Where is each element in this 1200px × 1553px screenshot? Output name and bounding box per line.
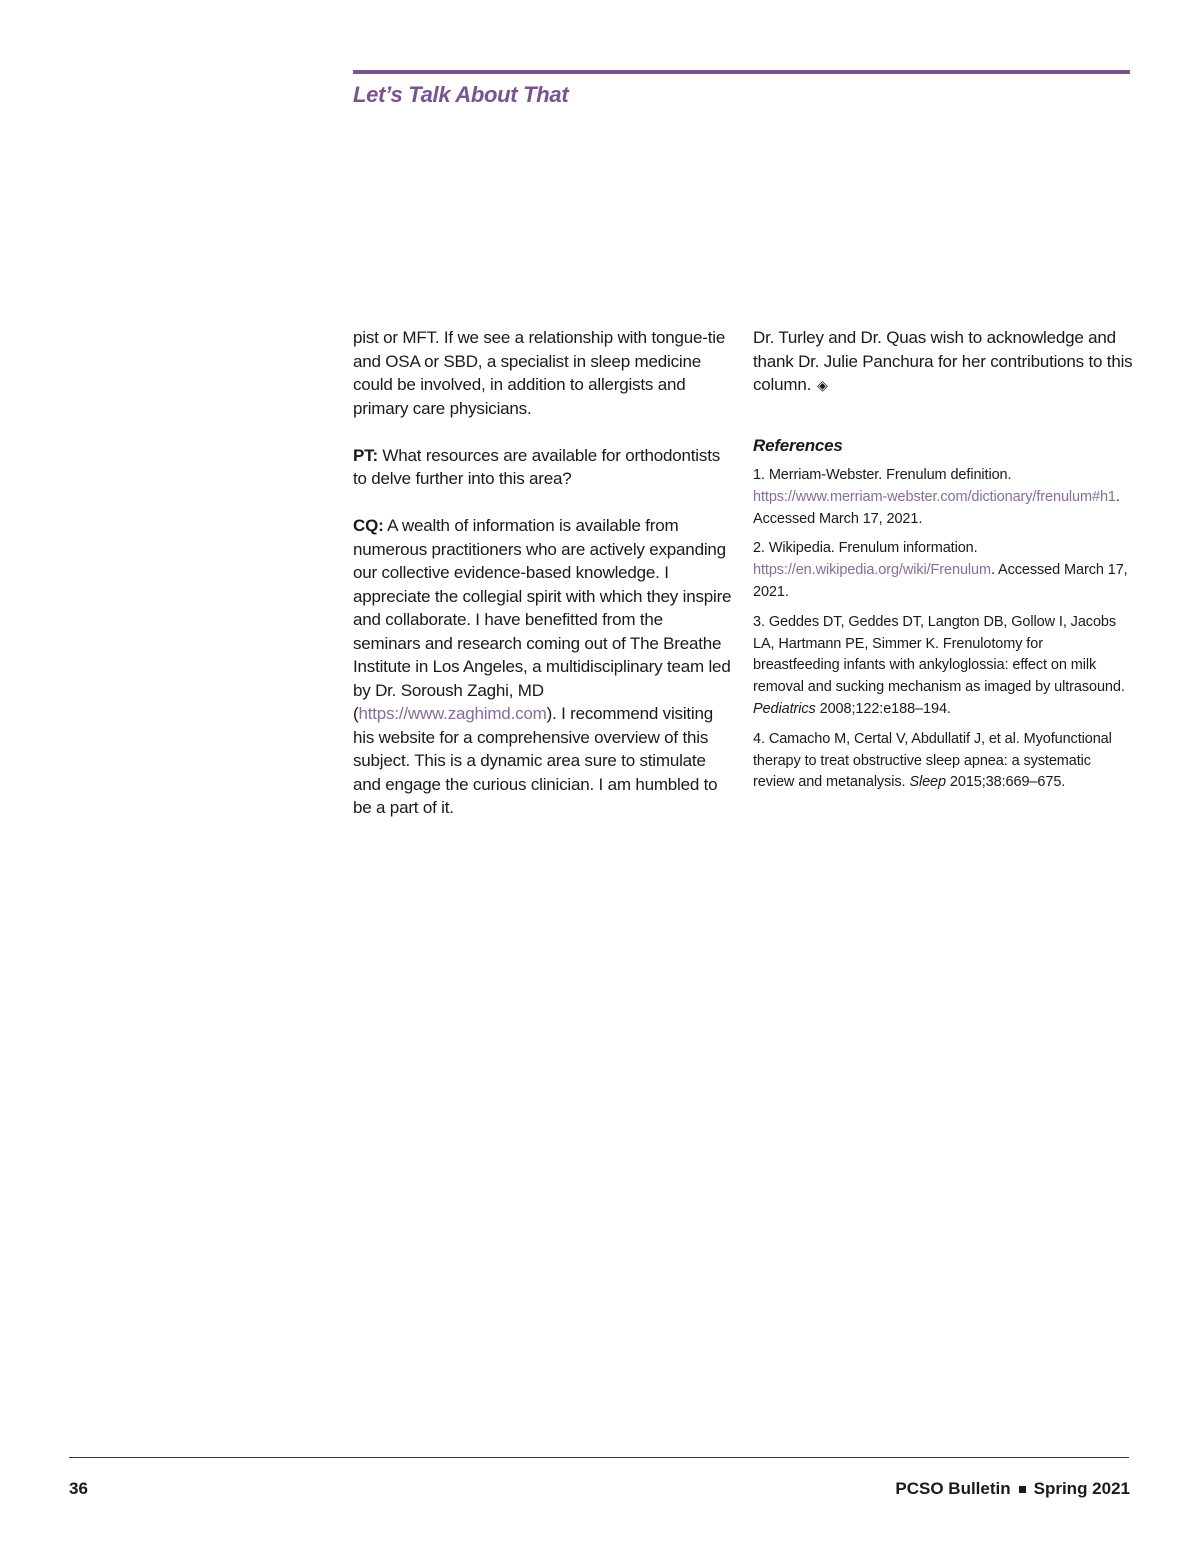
footer-publication — [895, 1479, 1130, 1499]
reference-text: . Accessed March 17, 2021. — [753, 562, 1128, 600]
question-text: What resources are available for orthodontists to delve further into this area? — [353, 445, 721, 488]
speaker-label: CQ: — [353, 516, 384, 535]
website-link[interactable]: https://www.zaghimd.com — [358, 704, 547, 723]
left-column — [353, 326, 733, 843]
square-separator-icon — [1019, 1486, 1026, 1493]
reference-text: 3. Geddes DT, Geddes DT, Langton DB, Gollow I, Jacobs LA, Hartmann PE, Simmer K. Frenulotomy for breastfeeding infants with ankyloglossia: effect on milk removal and sucking mechanism as imaged by ultrasound. — [753, 613, 1125, 696]
footer-rule — [69, 1457, 1129, 1458]
paragraph: pist or MFT. If we see a relationship with tongue-tie and OSA or SBD, a specialist in sleep medicine could be involved, in addition to allergists and primary care physicians. — [353, 328, 726, 418]
end-mark-icon: ◈ — [817, 377, 828, 393]
page-number: 36 — [69, 1479, 88, 1498]
journal-name: Pediatrics — [753, 700, 816, 717]
reference-item — [753, 612, 1133, 721]
reference-item — [753, 465, 1133, 530]
journal-name: Sleep — [909, 774, 946, 791]
question-paragraph — [353, 444, 733, 491]
answer-text: A wealth of information is available from numerous practitioners who are actively expanding our collective evidence-based knowledge. I appreciate the collegial spirit with which they inspire and collaborate. I have benefitted from the seminars and research coming out of The Breathe Institute in Los Angeles, a multidisciplinary team led by Dr. Soroush Zaghi, MD ( — [353, 516, 732, 723]
publication-name: PCSO Bulletin — [895, 1479, 1011, 1498]
reference-text: 4. Camacho M, Certal V, Abdullatif J, et al. Myofunctional therapy to treat obstructive sleep apnea: a systematic review and metanalysis. — [753, 730, 1112, 791]
reference-item — [753, 538, 1133, 603]
references-heading: References — [753, 435, 843, 455]
reference-link[interactable]: https://en.wikipedia.org/wiki/Frenulum — [753, 562, 991, 579]
speaker-label: PT: — [353, 445, 378, 465]
answer-text-cont: ). I recommend visiting his website for a comprehensive overview of this subject. This is a dynamic area sure to stimulate and engage the curious clinician. I am humbled to be a part of it. — [353, 704, 718, 817]
reference-link[interactable]: https://www.merriam-webster.com/dictionary/frenulum#h1 — [753, 488, 1116, 505]
header-rule — [353, 70, 1130, 74]
reference-text: 2008;122:e188–194. — [815, 700, 951, 717]
acknowledgment-text: Dr. Turley and Dr. Quas wish to acknowledge and thank Dr. Julie Panchura for her contributions to this column. — [753, 328, 1133, 394]
column-title: Let’s Talk About That — [353, 82, 569, 107]
reference-item — [753, 729, 1133, 794]
right-column — [753, 326, 1133, 802]
reference-text: 2. Wikipedia. Frenulum information. — [753, 540, 978, 557]
acknowledgment — [753, 326, 1133, 398]
reference-text: 2015;38:669–675. — [945, 774, 1066, 791]
reference-text: . Accessed March 17, 2021. — [753, 488, 1120, 527]
answer-paragraph — [353, 514, 733, 820]
reference-text: 1. Merriam-Webster. Frenulum definition. — [753, 467, 1012, 483]
issue-label: Spring 2021 — [1033, 1479, 1130, 1498]
